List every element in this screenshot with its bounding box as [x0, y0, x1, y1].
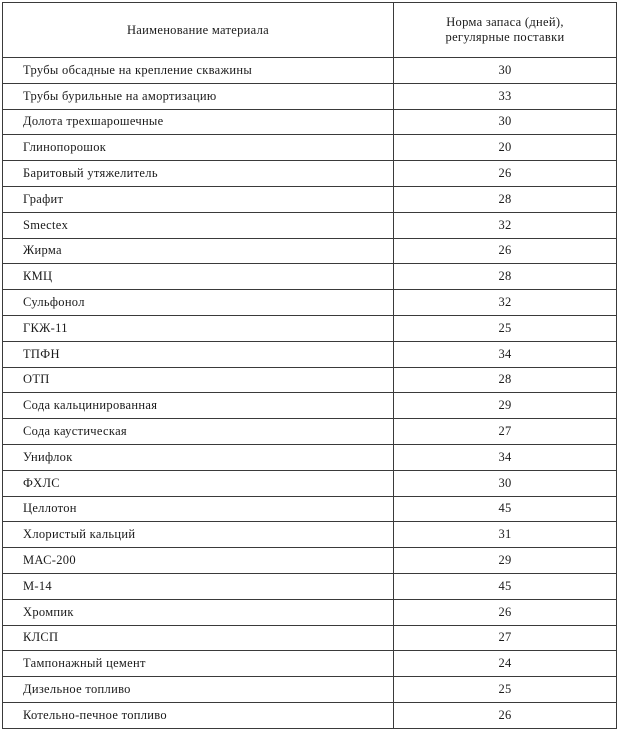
table-body — [3, 58, 617, 729]
material-name-cell: КЛСП — [3, 625, 394, 651]
table-row — [3, 315, 617, 341]
stock-norm-days-cell: 27 — [394, 625, 617, 651]
header-material-name: Наименование материала — [3, 3, 394, 58]
table-row — [3, 625, 617, 651]
stock-norm-days-cell: 27 — [394, 419, 617, 445]
material-name-cell: Дизельное топливо — [3, 677, 394, 703]
material-name-cell: Глинопорошок — [3, 135, 394, 161]
material-name-cell: ТПФН — [3, 341, 394, 367]
stock-norm-days-cell: 34 — [394, 444, 617, 470]
stock-norm-days-cell: 26 — [394, 702, 617, 728]
table-row — [3, 599, 617, 625]
material-name-cell: ОТП — [3, 367, 394, 393]
stock-norm-days-cell: 33 — [394, 83, 617, 109]
header-row — [3, 3, 617, 58]
material-name-cell: Smectex — [3, 212, 394, 238]
stock-norm-days-cell: 45 — [394, 496, 617, 522]
header-stock-norm-line2: регулярные поставки — [445, 30, 565, 44]
table-row — [3, 470, 617, 496]
material-name-cell: КМЦ — [3, 264, 394, 290]
material-name-cell: Сода каустическая — [3, 419, 394, 445]
material-name-cell: Хромпик — [3, 599, 394, 625]
stock-norm-days-cell: 25 — [394, 677, 617, 703]
stock-norm-days-cell: 28 — [394, 367, 617, 393]
material-name-cell: Графит — [3, 186, 394, 212]
table-row — [3, 264, 617, 290]
material-name-cell: Унифлок — [3, 444, 394, 470]
table-row — [3, 393, 617, 419]
table-row — [3, 419, 617, 445]
stock-norm-days-cell: 26 — [394, 238, 617, 264]
stock-norm-days-cell: 32 — [394, 290, 617, 316]
table-row — [3, 444, 617, 470]
table-row — [3, 367, 617, 393]
stock-norm-days-cell: 31 — [394, 522, 617, 548]
stock-norm-days-cell: 29 — [394, 393, 617, 419]
table-row — [3, 58, 617, 84]
table-row — [3, 135, 617, 161]
table-row — [3, 548, 617, 574]
table-row — [3, 573, 617, 599]
stock-norm-days-cell: 26 — [394, 161, 617, 187]
table-row — [3, 677, 617, 703]
table-row — [3, 109, 617, 135]
stock-norm-days-cell: 25 — [394, 315, 617, 341]
header-stock-norm-line1: Норма запаса (дней), — [446, 15, 564, 29]
stock-norm-days-cell: 30 — [394, 58, 617, 84]
stock-norm-days-cell: 32 — [394, 212, 617, 238]
material-name-cell: Хлористый кальций — [3, 522, 394, 548]
materials-stock-table — [2, 2, 617, 729]
stock-norm-days-cell: 28 — [394, 186, 617, 212]
header-stock-norm — [394, 3, 617, 58]
table-row — [3, 522, 617, 548]
material-name-cell: Целлотон — [3, 496, 394, 522]
material-name-cell: Тампонажный цемент — [3, 651, 394, 677]
material-name-cell: Сульфонол — [3, 290, 394, 316]
material-name-cell: Трубы бурильные на амортизацию — [3, 83, 394, 109]
material-name-cell: МАС-200 — [3, 548, 394, 574]
table-row — [3, 161, 617, 187]
material-name-cell: М-14 — [3, 573, 394, 599]
table-row — [3, 651, 617, 677]
stock-norm-days-cell: 24 — [394, 651, 617, 677]
material-name-cell: Сода кальцинированная — [3, 393, 394, 419]
material-name-cell: Котельно-печное топливо — [3, 702, 394, 728]
material-name-cell: ФХЛС — [3, 470, 394, 496]
table-row — [3, 186, 617, 212]
stock-norm-days-cell: 30 — [394, 109, 617, 135]
table-row — [3, 290, 617, 316]
stock-norm-days-cell: 30 — [394, 470, 617, 496]
stock-norm-days-cell: 28 — [394, 264, 617, 290]
material-name-cell: Долота трехшарошечные — [3, 109, 394, 135]
material-name-cell: Баритовый утяжелитель — [3, 161, 394, 187]
material-name-cell: Трубы обсадные на крепление скважины — [3, 58, 394, 84]
table-row — [3, 238, 617, 264]
table-row — [3, 83, 617, 109]
table-row — [3, 702, 617, 728]
table-row — [3, 496, 617, 522]
stock-norm-days-cell: 29 — [394, 548, 617, 574]
table-row — [3, 341, 617, 367]
stock-norm-days-cell: 34 — [394, 341, 617, 367]
stock-norm-days-cell: 45 — [394, 573, 617, 599]
stock-norm-days-cell: 26 — [394, 599, 617, 625]
table-header — [3, 3, 617, 58]
table-row — [3, 212, 617, 238]
stock-norm-days-cell: 20 — [394, 135, 617, 161]
material-name-cell: Жирма — [3, 238, 394, 264]
material-name-cell: ГКЖ-11 — [3, 315, 394, 341]
